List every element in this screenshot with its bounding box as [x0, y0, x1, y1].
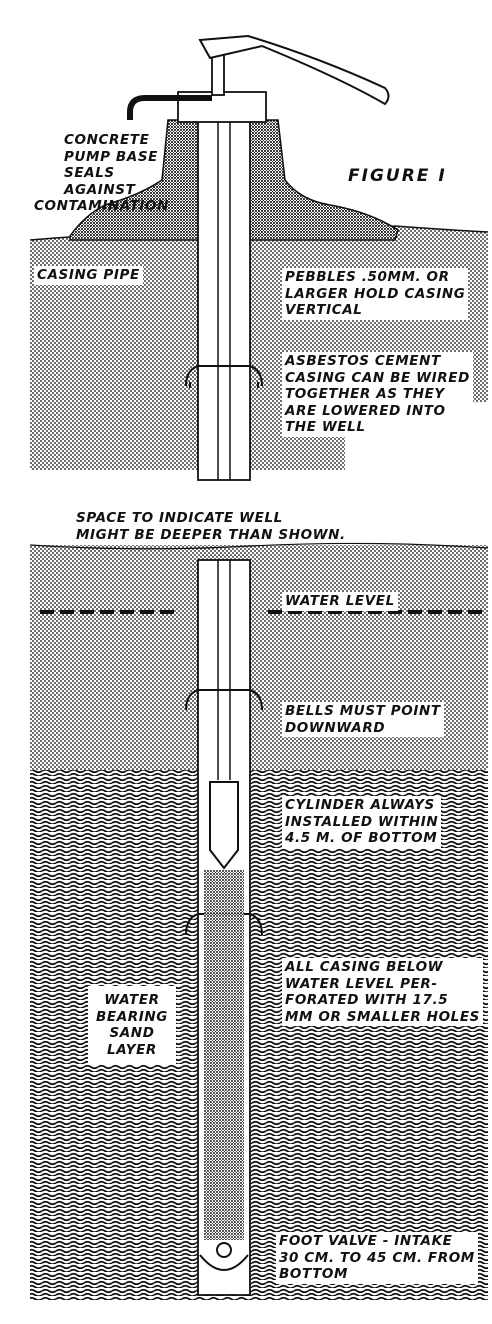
foot-valve-label: FOOT VALVE - INTAKE 30 CM. TO 45 CM. FROM BOTTOM [276, 1232, 478, 1284]
pump-base-label: CONCRETE PUMP BASE SEALS AGAINST CONTAMINATION [34, 132, 170, 214]
pebbles-label: PEBBLES .50MM. OR LARGER HOLD CASING VERTICAL [282, 268, 468, 320]
cylinder-label: CYLINDER ALWAYS INSTALLED WITHIN 4.5 M. OF BOTTOM [282, 796, 441, 848]
perforated-casing [204, 870, 244, 1240]
bells-label: BELLS MUST POINT DOWNWARD [282, 702, 444, 737]
water-bearing-label: WATER BEARING SAND LAYER [88, 986, 176, 1064]
space-note-label: SPACE TO INDICATE WELL MIGHT BE DEEPER THAN SHOWN. [76, 510, 346, 543]
water-level-label: WATER LEVEL [282, 592, 398, 611]
perforated-label: ALL CASING BELOW WATER LEVEL PER- FORATED WITH 17.5 MM OR SMALLER HOLES [282, 958, 483, 1026]
casing-pipe-label: CASING PIPE [34, 266, 143, 285]
hand-pump [130, 36, 389, 122]
figure-title: FIGURE I [348, 166, 447, 186]
pump-cylinder [210, 782, 238, 868]
asbestos-label: ASBESTOS CEMENT CASING CAN BE WIRED TOGETHER AS THEY ARE LOWERED INTO THE WELL [282, 352, 473, 437]
